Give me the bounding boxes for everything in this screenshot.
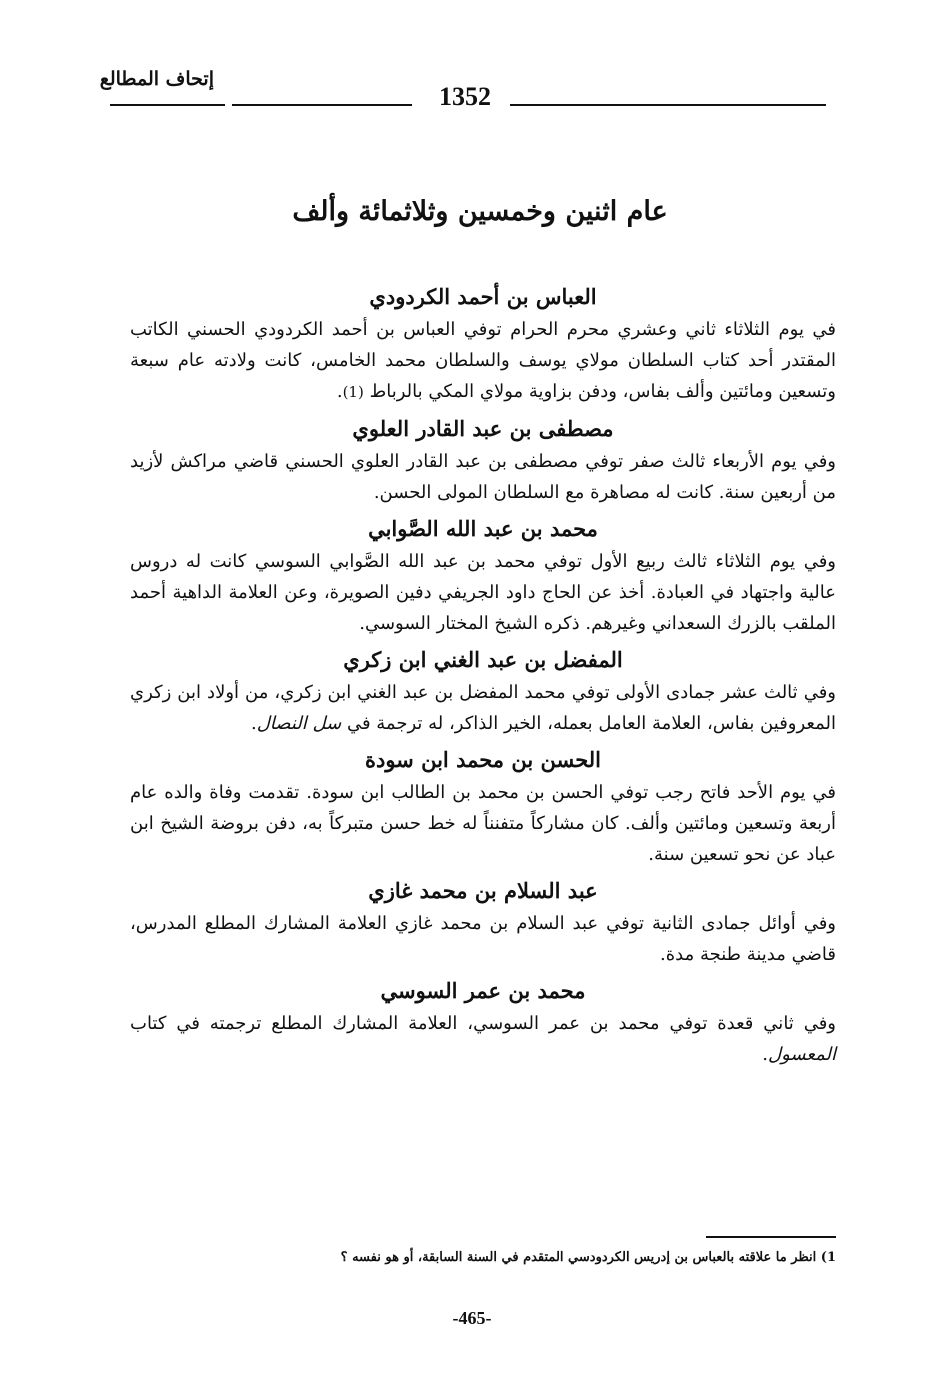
entry-body: وفي ثاني قعدة توفي محمد بن عمر السوسي، العلامة المشارك المطلع ترجمته في كتاب [130,1013,836,1034]
entry-name: المفضل بن عبد الغني ابن زكري [343,647,623,672]
entry-tail: . [336,381,343,402]
entry [130,974,836,1070]
header-rule-right [110,104,225,106]
entry-text [130,677,836,739]
entry-name: محمد بن عبد الله الصَّوابي [368,516,598,541]
entry [130,512,836,639]
running-book-title: إتحاف المطالع [99,68,214,90]
section-title: عام اثنين وخمسين وثلاثمائة وألف [292,196,668,227]
entry-tail: . [762,1044,768,1065]
entry [130,743,836,870]
book-title: سل النصال [256,713,342,734]
entry-body: في يوم الثلاثاء ثاني وعشري محرم الحرام توفي العباس بن أحمد الكردودي الحسني الكاتب المقتدر أحد كتاب السلطان مولاي يوسف والسلطان محمد الخامس، كانت ولادته عام سبعة وتسعين ومائتين وألف بفاس، ودفن بزاوية مولاي المكي بالرباط [130,319,836,402]
entry [130,874,836,970]
entry-body: وفي ثالث عشر جمادى الأولى توفي محمد المفضل بن عبد الغني ابن زكري، من أولاد ابن زكري المعروفين بفاس، العلامة العامل بعمله، الخير الذاكر، له ترجمة في [130,682,836,734]
entry-name: عبد السلام بن محمد غازي [368,878,598,903]
footnote-reference[interactable]: (1) [342,383,364,401]
header-rule-left [510,104,826,106]
entry [130,280,836,408]
header-rule-middle [232,104,412,106]
entry-name: مصطفى بن عبد القادر العلوي [352,416,614,441]
entry-text: في يوم الأحد فاتح رجب توفي الحسن بن محمد بن الطالب ابن سودة. تقدمت وفاة والده عام أربعة وتسعين ومائتين وألف. كان مشاركاً متفنناً له خط حسن متبركاً به، دفن بروضة الشيخ ابن عباد عن نحو تسعين سنة. [130,782,836,865]
entries-list [130,280,836,1074]
book-title: المعسول [767,1044,836,1065]
page-number: -465- [452,1308,492,1328]
entry-text: وفي أوائل جمادى الثانية توفي عبد السلام بن محمد غازي العلامة المشارك المطلع المدرس، قاضي مدينة طنجة مدة. [130,913,836,965]
entry-text [130,1008,836,1070]
entry [130,643,836,739]
footnote-divider [706,1236,836,1238]
entry-name: الحسن بن محمد ابن سودة [364,747,601,772]
entry-name: محمد بن عمر السوسي [380,978,586,1003]
entry-text [130,314,836,408]
entry-tail: . [250,713,257,734]
entry-text: وفي يوم الثلاثاء ثالث ربيع الأول توفي محمد بن عبد الله الصَّوابي السوسي كانت له دروس عالية واجتهاد في العبادة. أخذ عن الحاج داود الجريفي دفين الصويرة، وعن العلامة الداهية أحمد الملقب بالزرك السعداني وغيرهم. ذكره الشيخ المختار السوسي. [130,551,836,634]
footnote: 1) انظر ما علاقته بالعباس بن إدريس الكردودسي المتقدم في السنة السابقة، أو هو نفسه ؟ [340,1250,836,1265]
entry-name: العباس بن أحمد الكردودي [369,284,597,309]
entry-text: وفي يوم الأربعاء ثالث صفر توفي مصطفى بن عبد القادر العلوي الحسني قاضي مراكش لأزيد من أربعين سنة. كانت له مصاهرة مع السلطان المولى الحسن. [130,451,836,503]
entry [130,412,836,508]
page-year: 1352 [439,82,491,111]
